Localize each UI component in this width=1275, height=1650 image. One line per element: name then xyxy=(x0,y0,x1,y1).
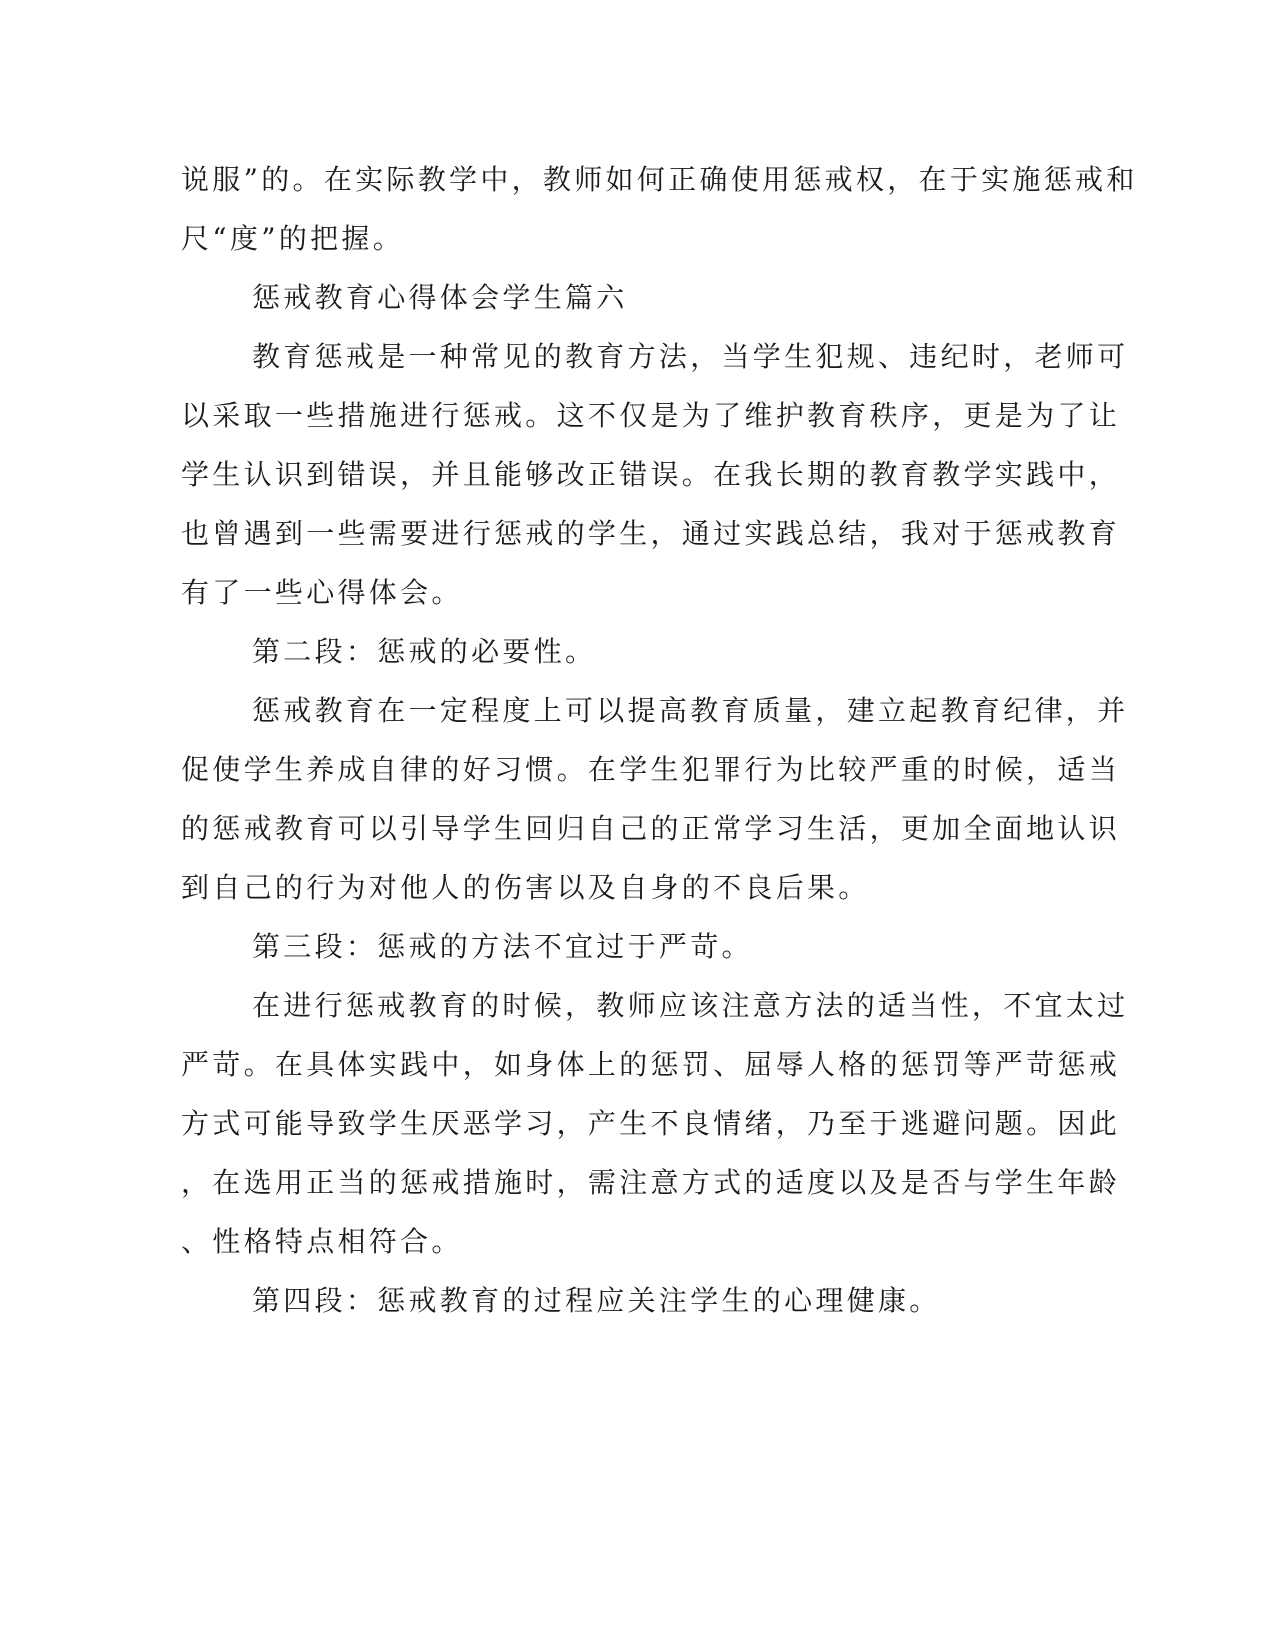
text-line: 教育惩戒是一种常见的教育方法，当学生犯规、违纪时，老师可 xyxy=(252,340,1129,373)
text-line: 方式可能导致学生厌恶学习，产生不良情绪，乃至于逃避问题。因此 xyxy=(181,1107,1121,1140)
text-line: 也曾遇到一些需要进行惩戒的学生，通过实践总结，我对于惩戒教育 xyxy=(181,517,1121,550)
text-line: 尺“度”的把握。 xyxy=(181,222,405,255)
text-line: 到自己的行为对他人的伤害以及自身的不良后果。 xyxy=(181,871,870,904)
text-line: 的惩戒教育可以引导学生回归自己的正常学习生活，更加全面地认识 xyxy=(181,812,1121,845)
text-line: 、性格特点相符合。 xyxy=(181,1225,463,1258)
section-heading: 第三段：惩戒的方法不宜过于严苛。 xyxy=(252,930,753,963)
text-line: 惩戒教育在一定程度上可以提高教育质量，建立起教育纪律，并 xyxy=(252,694,1129,727)
text-line: 以采取一些措施进行惩戒。这不仅是为了维护教育秩序，更是为了让 xyxy=(181,399,1121,432)
text-line: ，在选用正当的惩戒措施时，需注意方式的适度以及是否与学生年龄 xyxy=(181,1166,1121,1199)
section-heading: 第四段：惩戒教育的过程应关注学生的心理健康。 xyxy=(252,1284,941,1317)
text-line: 说服”的。在实际教学中，教师如何正确使用惩戒权，在于实施惩戒和 xyxy=(181,163,1138,196)
text-line: 在进行惩戒教育的时候，教师应该注意方法的适当性，不宜太过 xyxy=(252,989,1129,1022)
text-line: 促使学生养成自律的好习惯。在学生犯罪行为比较严重的时候，适当 xyxy=(181,753,1121,786)
section-heading: 惩戒教育心得体会学生篇六 xyxy=(252,281,628,314)
section-heading: 第二段：惩戒的必要性。 xyxy=(252,635,597,668)
text-line: 学生认识到错误，并且能够改正错误。在我长期的教育教学实践中， xyxy=(181,458,1121,491)
text-line: 严苛。在具体实践中，如身体上的惩罚、屈辱人格的惩罚等严苛惩戒 xyxy=(181,1048,1121,1081)
text-line: 有了一些心得体会。 xyxy=(181,576,463,609)
